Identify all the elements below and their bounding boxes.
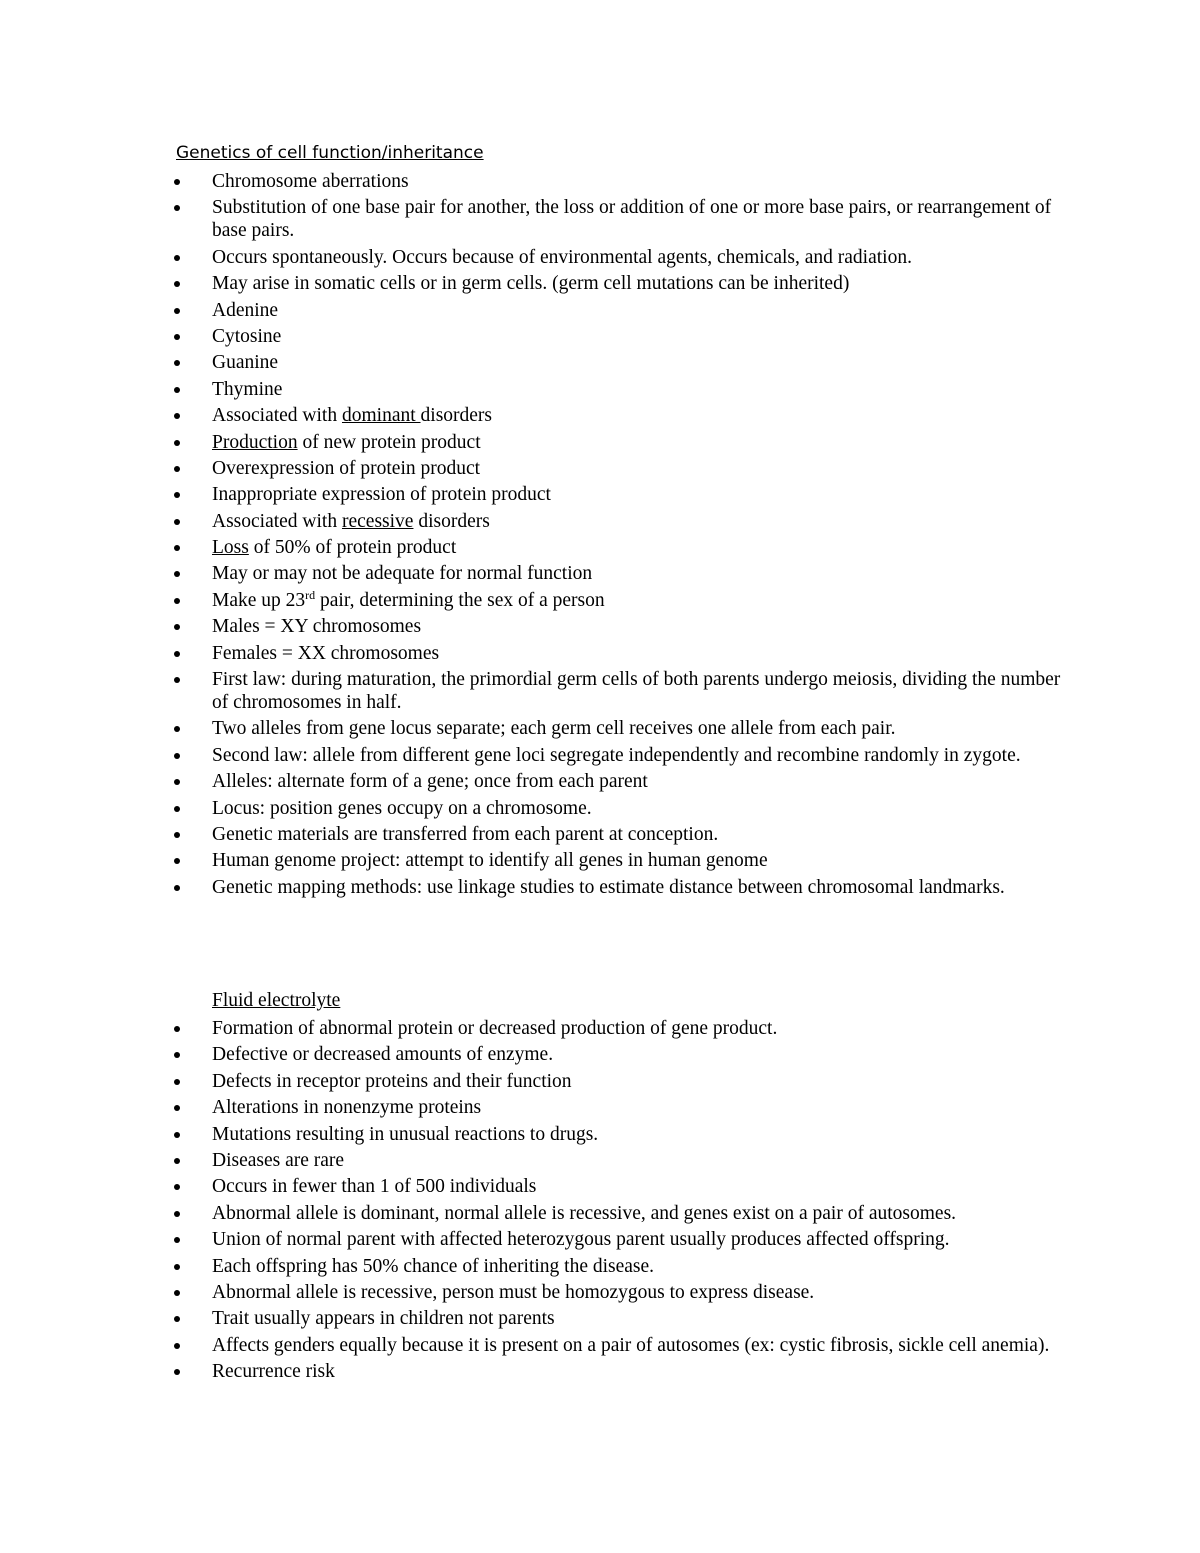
list-item	[0, 1307, 1072, 1330]
list-item	[0, 1123, 1072, 1146]
bullet-icon	[174, 205, 180, 211]
list-item-text: Thymine	[212, 378, 283, 400]
bullet-icon	[174, 1052, 180, 1058]
list-item-text: Defective or decreased amounts of enzyme.	[212, 1044, 554, 1066]
list-item-text: May or may not be adequate for normal function	[212, 563, 593, 585]
bullet-list-genetics	[0, 170, 1200, 902]
bullet-icon	[174, 308, 180, 314]
list-item	[0, 1334, 1072, 1357]
list-item	[0, 589, 1072, 612]
list-item	[0, 1070, 1072, 1093]
underlined-term: Production	[212, 431, 298, 453]
bullet-icon	[174, 179, 180, 185]
list-item-text: Trait usually appears in children not parents	[212, 1308, 555, 1330]
list-item-text: Recurrence risk	[212, 1361, 335, 1383]
list-item-text: Guanine	[212, 352, 279, 374]
list-item-text: May arise in somatic cells or in germ cells. (germ cell mutations can be inherited)	[212, 273, 850, 295]
list-item-text: disorders	[420, 405, 493, 427]
list-item-text: Union of normal parent with affected heterozygous parent usually produces affected offspring.	[212, 1229, 950, 1251]
bullet-icon	[174, 677, 180, 683]
list-item-text: disorders	[413, 510, 490, 532]
list-item-text: Alterations in nonenzyme proteins	[212, 1097, 482, 1119]
list-item	[0, 1149, 1072, 1172]
list-item	[0, 510, 1072, 533]
bullet-icon	[174, 255, 180, 261]
section-subtitle: Fluid electrolyte	[212, 990, 341, 1011]
bullet-icon	[174, 387, 180, 393]
list-item	[0, 1175, 1072, 1198]
list-item-text: Genetic mapping methods: use linkage studies to estimate distance between chromosomal landmarks.	[212, 876, 1005, 898]
list-item-text: Two alleles from gene locus separate; each germ cell receives one allele from each pair.	[212, 718, 896, 740]
bullet-icon	[174, 1026, 180, 1032]
list-item-text: Males = XY chromosomes	[212, 616, 422, 638]
list-item-text: Chromosome aberrations	[212, 171, 409, 192]
list-item	[0, 1360, 1072, 1383]
list-item	[0, 615, 1072, 638]
list-item	[0, 1043, 1072, 1066]
bullet-icon	[174, 1343, 180, 1349]
list-item-text: Occurs spontaneously. Occurs because of environmental agents, chemicals, and radiation.	[212, 246, 912, 268]
list-item-text: Overexpression of protein product	[212, 457, 481, 479]
bullet-icon	[174, 571, 180, 577]
bullet-icon	[174, 1316, 180, 1322]
bullet-list-fluid-electrolyte	[0, 1017, 1200, 1386]
superscript: rd	[305, 587, 316, 602]
list-item	[0, 404, 1072, 427]
list-item-text: Abnormal allele is dominant, normal allele is recessive, and genes exist on a pair of autosomes.	[212, 1202, 957, 1224]
list-item	[0, 246, 1072, 269]
list-item	[0, 1017, 1072, 1040]
bullet-icon	[174, 334, 180, 340]
bullet-icon	[174, 1211, 180, 1217]
list-item-text: Associated with	[212, 405, 342, 427]
bullet-icon	[174, 1079, 180, 1085]
bullet-icon	[174, 360, 180, 366]
list-item	[0, 351, 1072, 374]
list-item-text: Second law: allele from different gene loci segregate independently and recombine randomly in zygote.	[212, 744, 1021, 766]
bullet-icon	[174, 1132, 180, 1138]
list-item-text: Genetic materials are transferred from each parent at conception.	[212, 823, 719, 845]
list-item	[0, 1096, 1072, 1119]
bullet-icon	[174, 806, 180, 812]
list-item-text: Cytosine	[212, 325, 282, 347]
list-item	[0, 1228, 1072, 1251]
list-item	[0, 876, 1072, 899]
list-item-text: Affects genders equally because it is present on a pair of autosomes (ex: cystic fibrosis, sickle cell anemia).	[212, 1334, 1050, 1356]
list-item-text: of 50% of protein product	[248, 537, 457, 559]
bullet-icon	[174, 753, 180, 759]
bullet-icon	[174, 466, 180, 472]
list-item-text: Adenine	[212, 299, 279, 321]
bullet-icon	[174, 413, 180, 419]
list-item	[0, 849, 1072, 872]
bullet-icon	[174, 858, 180, 864]
list-item	[0, 1281, 1072, 1304]
bullet-icon	[174, 651, 180, 657]
bullet-icon	[174, 1290, 180, 1296]
list-item	[0, 196, 1072, 242]
list-item-text: Each offspring has 50% chance of inheriting the disease.	[212, 1255, 655, 1277]
list-item	[0, 642, 1072, 665]
list-item	[0, 170, 1072, 193]
list-item	[0, 562, 1072, 585]
bullet-icon	[174, 779, 180, 785]
bullet-icon	[174, 1369, 180, 1375]
list-item	[0, 536, 1072, 559]
underlined-term: recessive	[341, 510, 414, 532]
bullet-icon	[174, 492, 180, 498]
underlined-term: Loss	[212, 537, 249, 559]
list-item	[0, 744, 1072, 767]
list-item-text: Inappropriate expression of protein product	[212, 484, 551, 506]
list-item	[0, 299, 1072, 322]
list-item-text: Females = XX chromosomes	[212, 642, 440, 664]
bullet-icon	[174, 885, 180, 891]
list-item	[0, 272, 1072, 295]
page-title: Genetics of cell function/inheritance	[176, 143, 484, 163]
list-item	[0, 823, 1072, 846]
list-item	[0, 325, 1072, 348]
list-item-text: of new protein product	[297, 431, 481, 453]
list-item	[0, 797, 1072, 820]
bullet-icon	[174, 832, 180, 838]
list-item	[0, 717, 1072, 740]
list-item	[0, 431, 1072, 454]
list-item-text: Mutations resulting in unusual reactions to drugs.	[212, 1123, 599, 1145]
list-item	[0, 378, 1072, 401]
bullet-icon	[174, 1105, 180, 1111]
list-item-text: Formation of abnormal protein or decreased production of gene product.	[212, 1018, 778, 1039]
list-item-text: Locus: position genes occupy on a chromosome.	[212, 797, 592, 819]
bullet-icon	[174, 1158, 180, 1164]
bullet-icon	[174, 545, 180, 551]
list-item-text: Defects in receptor proteins and their function	[212, 1070, 572, 1092]
bullet-icon	[174, 281, 180, 287]
list-item-text: Human genome project: attempt to identify all genes in human genome	[212, 850, 768, 872]
list-item-text: Associated with	[212, 510, 342, 532]
bullet-icon	[174, 1184, 180, 1190]
bullet-icon	[174, 726, 180, 732]
bullet-icon	[174, 624, 180, 630]
bullet-icon	[174, 440, 180, 446]
bullet-icon	[174, 1264, 180, 1270]
list-item-text: Diseases are rare	[212, 1149, 345, 1171]
list-item	[0, 483, 1072, 506]
list-item	[0, 668, 1072, 714]
bullet-icon	[174, 1237, 180, 1243]
list-item-text: Substitution of one base pair for another, the loss or addition of one or more base pairs, or rearrangement of base pairs.	[212, 197, 1052, 242]
list-item	[0, 770, 1072, 793]
list-item-text: Alleles: alternate form of a gene; once from each parent	[212, 771, 648, 793]
list-item	[0, 1255, 1072, 1278]
underlined-term: dominant	[341, 405, 421, 427]
bullet-icon	[174, 598, 180, 604]
list-item	[0, 457, 1072, 480]
list-item-text: pair, determining the sex of a person	[315, 589, 605, 611]
bullet-icon	[174, 519, 180, 525]
list-item-text: Make up 23	[212, 589, 306, 611]
list-item	[0, 1202, 1072, 1225]
list-item-text: First law: during maturation, the primordial germ cells of both parents undergo meiosis, dividing the number of chromosomes in half.	[212, 669, 1061, 714]
list-item-text: Abnormal allele is recessive, person must be homozygous to express disease.	[212, 1281, 815, 1303]
list-item-text: Occurs in fewer than 1 of 500 individuals	[212, 1176, 537, 1198]
